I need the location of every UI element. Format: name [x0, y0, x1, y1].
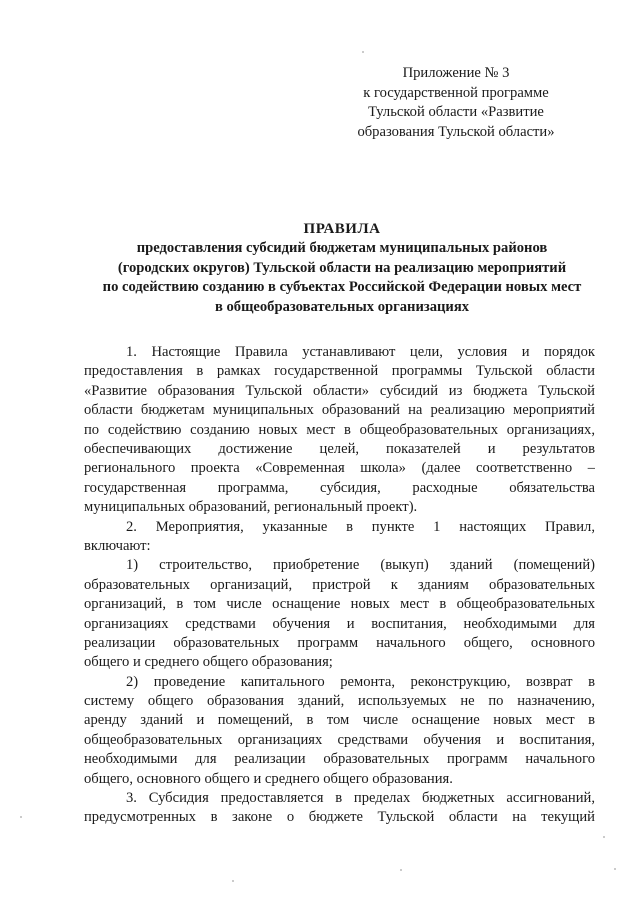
body-line: «Развитие образования Тульской области» субсидий из бюджета Тульской [84, 382, 595, 399]
body-line: необходимыми для реализации образовательных программ начального [84, 751, 595, 768]
title-line: по содействию созданию в субъектах Российской Федерации новых мест [102, 279, 582, 296]
body-line: 3. Субсидия предоставляется в пределах бюджетных ассигнований, [126, 790, 595, 807]
body-line: общего и среднего общего образования; [84, 654, 333, 671]
title-main: ПРАВИЛА [303, 221, 381, 237]
appendix-header [338, 64, 574, 142]
body-line: образовательных организаций, пристрой к зданиям образовательных [84, 576, 595, 593]
title-line: предоставления субсидий бюджетам муниципальных районов [136, 240, 548, 256]
body-line: реализации образовательных программ начального общего, основного [84, 634, 595, 651]
body-line: обеспечивающих достижение целей, показателей и результатов [84, 440, 595, 457]
body-line: общего, основного общего и среднего общего образования. [84, 770, 453, 787]
appendix-line: Приложение № 3 [402, 65, 510, 81]
document-title [84, 219, 600, 317]
scan-speck [20, 816, 22, 818]
appendix-line: образования Тульской области» [357, 123, 555, 140]
body-line: предусмотренных в законе о бюджете Тульской области на текущий [84, 809, 595, 826]
body-line: 2) проведение капитального ремонта, реконструкцию, возврат в [126, 673, 595, 690]
body-line: аренду зданий и помещений, в том числе оснащение новых мест в [84, 712, 595, 729]
scan-speck [232, 880, 234, 882]
body-line: муниципальных образований, региональный проект). [84, 499, 418, 516]
scan-speck [362, 51, 364, 53]
body-line: 2. Мероприятия, указанные в пункте 1 настоящих Правил, [126, 518, 595, 535]
appendix-line: к государственной программе [363, 84, 549, 101]
scan-speck [400, 869, 402, 871]
body-line: общеобразовательных организациях средствами обучения и воспитания, [84, 731, 595, 748]
title-line: в общеобразовательных организациях [214, 298, 470, 315]
body-line: 1. Настоящие Правила устанавливают цели, условия и порядок [126, 344, 595, 360]
body-line: организациях средствами обучения и воспитания, необходимыми для [84, 615, 595, 632]
body-line: 1) строительство, приобретение (выкуп) зданий (помещений) [126, 557, 595, 574]
body-line: области бюджетам муниципальных образований на реализацию мероприятий [84, 402, 595, 419]
title-line: (городских округов) Тульской области на реализацию мероприятий [117, 259, 567, 276]
scan-speck [614, 868, 616, 870]
body-line: систему общего образования зданий, используемых не по назначению, [84, 693, 595, 710]
scan-speck [603, 836, 605, 838]
body-line: предоставления в рамках государственной программы Тульской области [84, 363, 595, 380]
body-line: государственная программа, субсидия, расходные обязательства [84, 479, 595, 496]
appendix-line: Тульской области «Развитие [368, 104, 544, 120]
body-line: регионального проекта «Современная школа» (далее соответственно – [84, 460, 595, 477]
body-line: включают: [84, 537, 151, 554]
body-line: по содействию созданию новых мест в общеобразовательных организациях, [84, 421, 595, 438]
body-line: организаций, в том числе оснащение новых мест в общеобразовательных [84, 596, 595, 613]
document-body [84, 343, 595, 828]
